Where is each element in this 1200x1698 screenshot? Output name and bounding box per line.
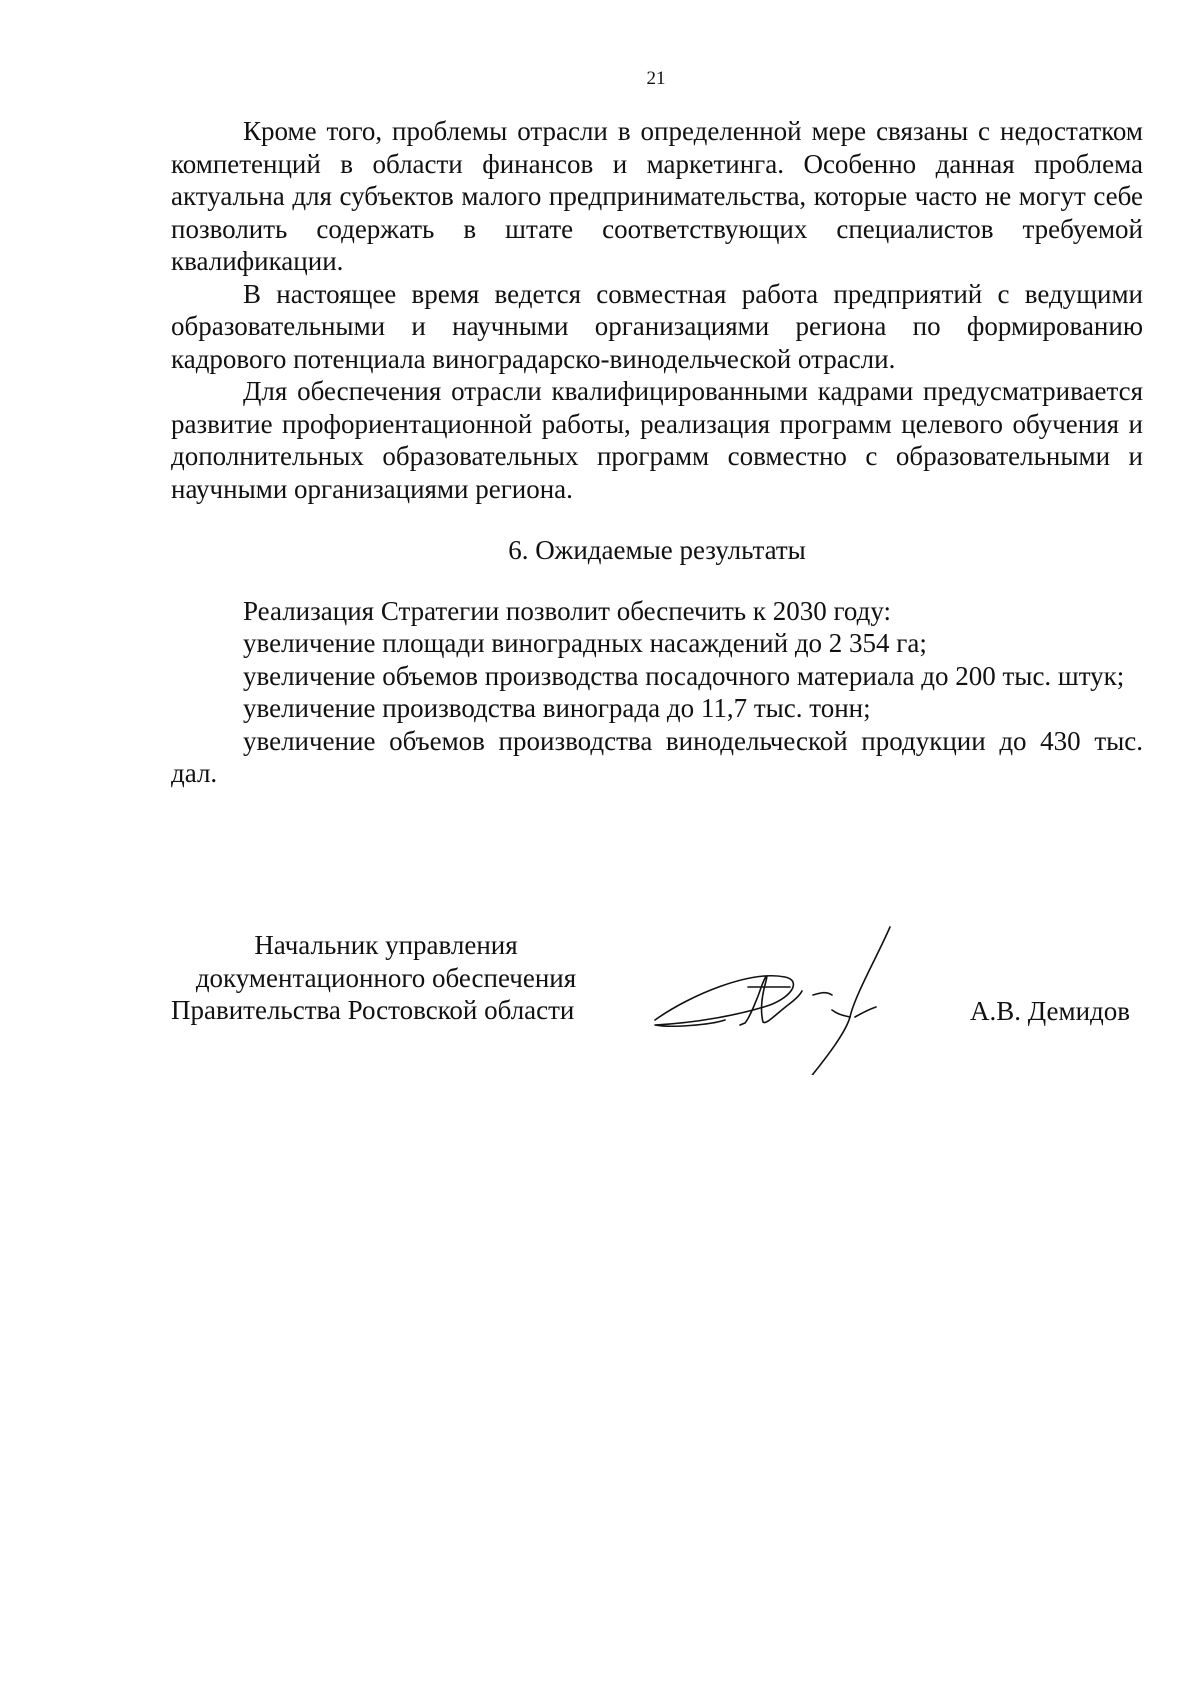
document-body bbox=[171, 115, 1143, 790]
signer-position bbox=[171, 929, 601, 1027]
section-heading: 6. Ожидаемые результаты bbox=[508, 535, 806, 565]
paragraph: В настоящее время ведется совместная работа предприятий с ведущими образовательными и научными организациями региона по формированию кадрового потенциала виноградарско-винодельческой отрасли. bbox=[171, 278, 1143, 374]
paragraph: Для обеспечения отрасли квалифицированными кадрами предусматривается развитие профориентационной работы, реализация программ целевого обучения и дополнительных образовательных программ совместно с образовательными и научными организациями региона. bbox=[171, 376, 1143, 504]
signer-position-line: Правительства Ростовской области bbox=[171, 995, 575, 1025]
signer-position-line: документационного обеспечения bbox=[195, 962, 577, 993]
signer-position-line: Начальник управления bbox=[254, 930, 518, 960]
results-intro: Реализация Стратегии позволит обеспечить к 2030 году: bbox=[243, 595, 891, 626]
result-item: увеличение объемов производства винодельческой продукции до 430 тыс. дал. bbox=[171, 725, 1143, 788]
result-item: увеличение объемов производства посадочного материала до 200 тыс. штук; bbox=[243, 660, 1125, 691]
signature-block bbox=[0, 925, 1200, 1075]
page-number: 21 bbox=[646, 68, 666, 89]
signer-name: А.В. Демидов bbox=[970, 996, 1131, 1026]
paragraph: Кроме того, проблемы отрасли в определенной мере связаны с недостатком компетенций в области финансов и маркетинга. Особенно данная проблема актуальна для субъектов малого предпринимательства, которые часто не могут себе позволить содержать в штате соответствующих специалистов требуемой квалификации. bbox=[171, 116, 1143, 276]
handwritten-signature bbox=[650, 925, 950, 1075]
result-item: увеличение площади виноградных насаждений до 2 354 га; bbox=[243, 628, 927, 658]
result-item: увеличение производства винограда до 11,7 тыс. тонн; bbox=[243, 693, 871, 723]
